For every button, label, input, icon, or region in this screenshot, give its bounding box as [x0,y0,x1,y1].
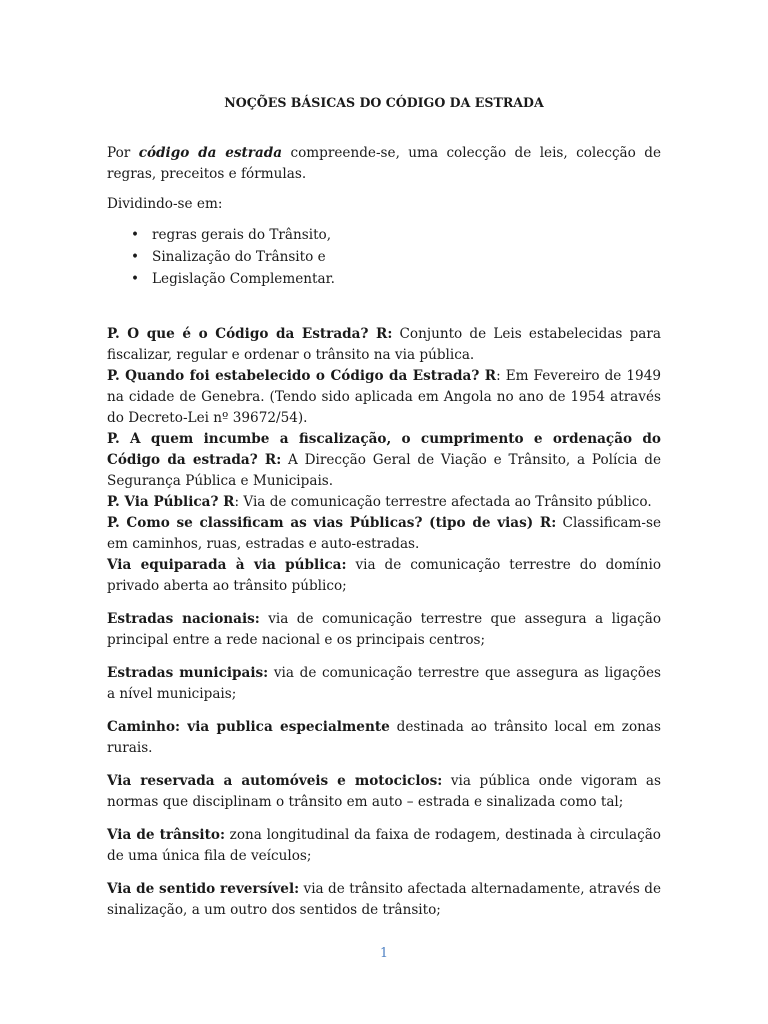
intro-prefix: Por [107,145,139,161]
qa-question: P. A quem incumbe a fiscalização, o cumprimento e ordenação do Código da estrada? R: [107,431,661,468]
definition-text: via de comunicação terrestre que assegura a ligação principal entre a rede nacional e os principais centros; [107,611,661,648]
definition-term: Estradas municipais: [107,665,269,681]
list-item [131,268,661,290]
list-item-text: regras gerais do Trânsito, [152,227,332,243]
intro-paragraph [107,143,661,185]
qa-item [107,492,661,513]
definition-item [107,879,661,921]
bullet-icon: • [131,227,140,243]
document-title: NOÇÕES BÁSICAS DO CÓDIGO DA ESTRADA [224,95,544,110]
intro-emphasis: código da estrada [138,145,283,161]
list-item [131,246,661,268]
definition-item [107,609,661,651]
bullet-list [107,224,661,290]
qa-answer: Classificam-se em caminhos, ruas, estradas e auto-estradas. [107,515,661,552]
qa-item [107,513,661,555]
qa-question: P. O que é o Código da Estrada? R: [107,326,393,342]
divide-label: Dividindo-se em: [107,196,223,212]
definition-term: Via de sentido reversível: [107,881,300,897]
list-item-text: Sinalização do Trânsito e [152,249,326,265]
definition-text: via de trânsito afectada alternadamente, através de sinalização, a um outro dos sentidos de trânsito; [107,881,661,918]
qa-question: P. Quando foi estabelecido o Código da Estrada? R [107,368,497,384]
definition-text: destinada ao trânsito local em zonas rurais. [107,719,661,756]
page-number: 1 [379,945,388,960]
definition-text: via pública onde vigoram as normas que disciplinam o trânsito em auto – estrada e sinalizada como tal; [107,773,662,810]
definition-item [107,825,661,867]
definition-text: via de comunicação terrestre que assegura as ligações a nível municipais; [107,665,661,702]
definition-text: via de comunicação terrestre do domínio privado aberta ao trânsito público; [107,557,662,594]
definition-term: Caminho: via publica especialmente [107,719,390,735]
qa-item [107,366,661,429]
qa-answer: : Em Fevereiro de 1949 na cidade de Genebra. (Tendo sido aplicada em Angola no ano de 1954 através do Decreto-Lei nº 39672/54). [107,368,661,426]
qa-question: P. Como se classificam as vias Públicas? (tipo de vias) R: [107,515,557,531]
definition-term: Estradas nacionais: [107,611,260,627]
list-item [131,224,661,246]
definitions-section [107,555,661,921]
definition-item [107,555,661,597]
qa-item [107,429,661,492]
intro-rest: compreende-se, uma colecção de leis, colecção de regras, preceitos e fórmulas. [107,145,661,182]
definition-item [107,663,661,705]
bullet-icon: • [131,271,140,287]
bullet-icon: • [131,249,140,265]
definition-term: Via reservada a automóveis e motociclos: [107,773,443,789]
qa-answer: Conjunto de Leis estabelecidas para fiscalizar, regular e ordenar o trânsito na via pública. [107,326,661,363]
definition-text: zona longitudinal da faixa de rodagem, destinada à circulação de uma única fila de veículos; [107,827,661,864]
qa-answer: A Direcção Geral de Viação e Trânsito, a Polícia de Segurança Pública e Municipais. [107,452,661,489]
qa-answer: : Via de comunicação terrestre afectada ao Trânsito público. [234,494,652,510]
definition-term: Via de trânsito: [107,827,225,843]
definition-item [107,717,661,759]
qa-item [107,324,661,366]
list-item-text: Legislação Complementar. [152,271,335,287]
qa-section [107,324,661,555]
qa-question: P. Via Pública? R [107,494,235,510]
definition-term: Via equiparada à via pública: [107,557,347,573]
definition-item [107,771,661,813]
